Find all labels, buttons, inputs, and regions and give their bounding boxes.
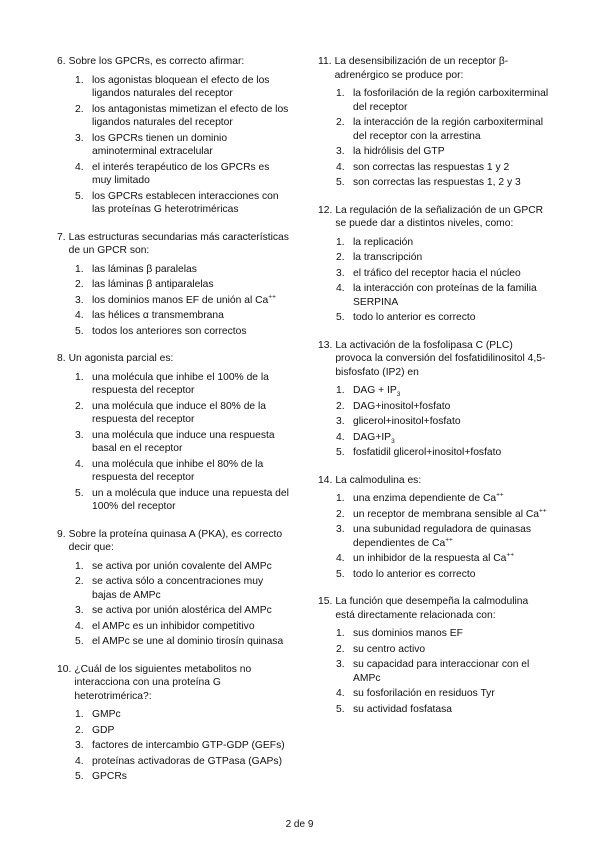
option-number: 1. [336, 628, 345, 639]
question-text: Sobre la proteína quinasa A (PKA), es correcto decir que: [68, 528, 283, 553]
option-number: 2. [336, 643, 345, 655]
option-number: 1. [75, 560, 84, 572]
option-text [353, 687, 550, 701]
option-text [92, 263, 289, 277]
option-label: el interés terapéutico de los GPCRs es muy limitado [92, 161, 270, 186]
answer-option [318, 523, 550, 550]
option-number: 3. [336, 524, 345, 535]
question-number: 9. [57, 528, 66, 540]
option-number: 3. [75, 429, 84, 441]
option-text [92, 103, 289, 130]
option-text [92, 325, 289, 339]
option-number: 5. [336, 703, 345, 715]
question-number: 14. [318, 474, 333, 486]
question-block [57, 231, 289, 339]
page-number: 2 de 9 [285, 819, 314, 830]
superscript: ++ [496, 491, 504, 499]
option-text [353, 492, 550, 506]
option-label: los antagonistas mimetizan el efecto de los ligandos naturales del receptor [92, 103, 289, 128]
option-text [92, 371, 289, 398]
question-title [57, 352, 289, 366]
option-label: todo lo anterior es correcto [353, 312, 476, 323]
option-text [353, 116, 550, 143]
question-block [57, 352, 289, 514]
option-label: el tráfico del receptor hacia el núcleo [353, 267, 521, 279]
option-text [353, 415, 550, 429]
option-label: DAG+inositol+fosfato [353, 400, 451, 412]
option-label: se activa por unión covalente del AMPc [92, 560, 272, 572]
question-title [318, 595, 550, 622]
option-number: 3. [75, 132, 84, 144]
option-label: las hélices α transmembrana [92, 310, 224, 321]
option-label: la interacción de la región carboxiterminal del receptor con la arrestina [353, 117, 544, 142]
answer-option [57, 560, 289, 574]
answer-option [57, 103, 289, 130]
answer-option [318, 311, 550, 325]
question-number: 15. [318, 596, 333, 607]
option-text [353, 384, 550, 398]
answer-option [318, 87, 550, 114]
option-text [92, 487, 289, 514]
answer-option [318, 400, 550, 414]
answer-option [57, 458, 289, 485]
question-block [318, 595, 550, 716]
question-text: Sobre los GPCRs, es correcto afirmar: [68, 56, 245, 67]
superscript: ++ [268, 293, 276, 301]
question-number: 8. [57, 353, 66, 364]
question-text: La desensibilización de un receptor β-adrenérgico se produce por: [334, 56, 509, 81]
answer-option [318, 658, 550, 685]
option-label: su actividad fosfatasa [353, 703, 453, 715]
question-block [318, 55, 550, 190]
option-text [353, 508, 550, 522]
option-text [92, 458, 289, 485]
question-text: Las estructuras secundarias más características de un GPCR son: [68, 231, 289, 256]
option-label: una molécula que inhibe el 100% de la respuesta del receptor [92, 371, 269, 396]
option-text [92, 755, 289, 769]
options-list [318, 87, 550, 190]
option-text [92, 294, 289, 308]
superscript: ++ [506, 551, 515, 559]
option-number: 3. [336, 659, 345, 670]
option-text [92, 620, 289, 634]
option-label: glicerol+inositol+fosfato [353, 416, 461, 427]
option-label: una molécula que inhibe el 80% de la respuesta del receptor [92, 458, 264, 483]
answer-option [57, 487, 289, 514]
answer-option [318, 446, 550, 460]
question-text: La función que desempeña la calmodulina está directamente relacionada con: [335, 596, 529, 621]
option-number: 4. [336, 283, 345, 294]
answer-option [57, 770, 289, 784]
answer-option [318, 145, 550, 159]
answer-option [57, 604, 289, 618]
option-number: 2. [336, 117, 345, 128]
answer-option [57, 575, 289, 602]
question-title [318, 339, 550, 380]
options-list [57, 263, 289, 339]
option-number: 1. [75, 371, 84, 383]
option-number: 1. [75, 74, 84, 86]
option-text [353, 282, 550, 309]
option-number: 4. [336, 688, 345, 699]
option-text [353, 87, 550, 114]
right-column [318, 55, 550, 730]
option-label: fosfatidil glicerol+inositol+fosfato [353, 447, 502, 458]
option-text [92, 604, 289, 618]
option-text [353, 523, 550, 550]
option-label: se activa por unión alostérica del AMPc [92, 605, 272, 616]
answer-option [57, 132, 289, 159]
option-number: 5. [75, 325, 84, 337]
option-text [353, 176, 550, 190]
option-number: 3. [75, 605, 84, 616]
option-label: una molécula que induce una respuesta basal en el receptor [92, 429, 275, 454]
option-label: su capacidad para interaccionar con el AMPc [353, 659, 530, 684]
question-title [57, 231, 289, 258]
option-text [353, 643, 550, 657]
option-text [353, 552, 550, 566]
option-number: 5. [75, 636, 84, 647]
option-number: 2. [75, 400, 84, 412]
option-text [92, 74, 289, 101]
answer-option [318, 508, 550, 522]
option-number: 2. [336, 508, 345, 520]
answer-option [57, 161, 289, 188]
option-number: 1. [336, 88, 345, 99]
question-title [318, 474, 550, 488]
option-label: DAG+IP [353, 431, 392, 443]
option-number: 1. [336, 385, 345, 396]
question-title [318, 204, 550, 231]
question-number: 12. [318, 204, 333, 216]
question-block [57, 663, 289, 784]
question-title [57, 528, 289, 555]
option-text [92, 560, 289, 574]
answer-option [57, 325, 289, 339]
options-list [57, 371, 289, 514]
option-label: son correctas las respuestas 1, 2 y 3 [353, 177, 521, 188]
options-list [318, 492, 550, 581]
option-label: la hidrólisis del GTP [353, 146, 445, 157]
answer-option [57, 371, 289, 398]
option-label: un a molécula que induce una repuesta del 100% del receptor [92, 487, 289, 512]
option-label: los GPCRs tienen un dominio aminoterminal extracelular [92, 132, 228, 157]
option-number: 5. [336, 177, 345, 188]
question-number: 7. [57, 231, 66, 243]
answer-option [57, 755, 289, 769]
options-list [57, 74, 289, 217]
answer-option [318, 552, 550, 566]
answer-option [318, 116, 550, 143]
option-text [92, 429, 289, 456]
option-label: una enzima dependiente de Ca [353, 493, 497, 504]
answer-option [318, 251, 550, 265]
question-text: La regulación de la señalización de un GPCR se puede dar a distintos niveles, como: [335, 204, 544, 229]
answer-option [57, 294, 289, 308]
option-label: GPCRs [92, 771, 127, 782]
option-text [353, 568, 550, 582]
option-text [92, 190, 289, 217]
question-block [318, 339, 550, 460]
option-text [92, 635, 289, 649]
option-label: su centro activo [353, 643, 426, 655]
question-number: 6. [57, 56, 66, 67]
option-number: 3. [75, 294, 84, 306]
answer-option [57, 620, 289, 634]
question-title [57, 55, 289, 69]
option-text [92, 309, 289, 323]
option-label: la interacción con proteínas de la familia SERPINA [353, 283, 537, 308]
option-text [353, 311, 550, 325]
option-text [92, 770, 289, 784]
question-title [57, 663, 289, 704]
option-label: los agonistas bloquean el efecto de los ligandos naturales del receptor [92, 74, 270, 99]
option-label: la fosforilación de la región carboxiterminal del receptor [353, 88, 549, 113]
option-label: factores de intercambio GTP-GDP (GEFs) [92, 740, 285, 751]
answer-option [57, 739, 289, 753]
options-list [318, 627, 550, 716]
option-text [353, 703, 550, 717]
option-label: una subunidad reguladora de quinasas dependientes de Ca [353, 524, 532, 549]
answer-option [318, 703, 550, 717]
option-label: la transcripción [353, 252, 423, 263]
option-number: 4. [75, 310, 84, 321]
option-label: todo lo anterior es correcto [353, 568, 476, 580]
answer-option [57, 263, 289, 277]
options-list [318, 236, 550, 325]
options-list [57, 708, 289, 784]
answer-option [57, 708, 289, 722]
option-label: se activa sólo a concentraciones muy bajas de AMPc [92, 576, 264, 601]
question-block [318, 474, 550, 582]
option-label: proteínas activadoras de GTPasa (GAPs) [92, 755, 283, 767]
option-label: todos los anteriores son correctos [92, 325, 247, 337]
option-text [353, 627, 550, 641]
option-number: 2. [75, 103, 84, 115]
option-number: 1. [336, 236, 345, 248]
option-number: 2. [75, 279, 84, 290]
subscript: 3 [391, 437, 395, 445]
answer-option [57, 724, 289, 738]
options-list [57, 560, 289, 649]
question-number: 13. [318, 339, 333, 351]
answer-option [318, 236, 550, 250]
answer-option [318, 415, 550, 429]
option-label: son correctas las respuestas 1 y 2 [353, 161, 510, 173]
option-text [92, 575, 289, 602]
answer-option [318, 687, 550, 701]
option-number: 4. [336, 161, 345, 173]
option-text [353, 431, 550, 445]
superscript: ++ [539, 507, 547, 515]
question-text: Un agonista parcial es: [68, 353, 174, 364]
option-text [92, 724, 289, 738]
answer-option [57, 635, 289, 649]
question-number: 10. [57, 663, 72, 675]
option-number: 3. [336, 267, 345, 279]
option-number: 2. [75, 724, 84, 736]
option-number: 3. [336, 146, 345, 157]
option-label: el AMPc se une al dominio tirosín quinasa [92, 636, 284, 647]
option-label: DAG + IP [353, 385, 397, 396]
answer-option [318, 282, 550, 309]
subscript: 3 [396, 391, 401, 399]
option-label: las láminas β antiparalelas [92, 279, 214, 290]
option-text [353, 400, 550, 414]
answer-option [318, 384, 550, 398]
option-text [92, 400, 289, 427]
option-text [353, 236, 550, 250]
option-number: 5. [336, 312, 345, 323]
question-block [318, 204, 550, 325]
option-number: 5. [336, 568, 345, 580]
answer-option [318, 643, 550, 657]
option-number: 4. [75, 620, 84, 632]
option-number: 4. [336, 431, 345, 443]
option-number: 5. [75, 487, 84, 499]
option-text [92, 708, 289, 722]
answer-option [318, 161, 550, 175]
option-text [353, 658, 550, 685]
option-label: GDP [92, 724, 115, 736]
option-label: sus dominios manos EF [353, 628, 463, 639]
option-number: 2. [75, 576, 84, 587]
option-text [353, 446, 550, 460]
option-text [92, 278, 289, 292]
option-label: un receptor de membrana sensible al Ca [353, 508, 540, 520]
option-number: 1. [75, 709, 84, 720]
answer-option [318, 568, 550, 582]
option-number: 1. [336, 493, 345, 504]
question-text: La activación de la fosfolipasa C (PLC) provoca la conversión del fosfatidilinositol 4,5-bisfosfato (IP2) en [335, 339, 546, 378]
option-number: 3. [75, 740, 84, 751]
option-label: los dominios manos EF de unión al Ca [92, 294, 269, 306]
option-label: un inhibidor de la respuesta al Ca [353, 553, 507, 564]
answer-option [57, 74, 289, 101]
option-number: 4. [75, 458, 84, 470]
answer-option [57, 400, 289, 427]
option-number: 5. [75, 771, 84, 782]
option-text [353, 267, 550, 281]
question-title [318, 55, 550, 82]
option-label: una molécula que induce el 80% de la respuesta del receptor [92, 400, 267, 425]
option-text [92, 132, 289, 159]
answer-option [57, 278, 289, 292]
option-text [353, 161, 550, 175]
option-number: 2. [336, 252, 345, 263]
answer-option [318, 176, 550, 190]
superscript: ++ [445, 536, 453, 544]
option-label: GMPc [92, 709, 121, 720]
option-number: 2. [336, 400, 345, 412]
option-label: los GPCRs establecen interacciones con las proteínas G heterotriméricas [92, 190, 279, 215]
answer-option [318, 492, 550, 506]
question-text: La calmodulina es: [335, 474, 422, 486]
option-number: 4. [75, 755, 84, 767]
options-list [318, 384, 550, 460]
option-number: 1. [75, 263, 84, 275]
option-label: las láminas β paralelas [92, 263, 197, 275]
answer-option [57, 190, 289, 217]
question-block [57, 55, 289, 217]
left-column [57, 55, 289, 798]
option-text [92, 739, 289, 753]
option-number: 4. [75, 161, 84, 173]
option-number: 5. [336, 447, 345, 458]
question-block [57, 528, 289, 649]
option-label: la replicación [353, 236, 414, 248]
option-label: su fosforilación en residuos Tyr [353, 688, 495, 699]
answer-option [318, 267, 550, 281]
option-number: 5. [75, 190, 84, 202]
option-text [353, 145, 550, 159]
answer-option [57, 309, 289, 323]
option-text [92, 161, 289, 188]
question-text: ¿Cuál de los siguientes metabolitos no interacciona con una proteína G heterotrimérica?: [74, 663, 252, 702]
question-number: 11. [318, 56, 332, 67]
answer-option [318, 627, 550, 641]
option-label: el AMPc es un inhibidor competitivo [92, 620, 255, 632]
option-number: 3. [336, 416, 345, 427]
answer-option [318, 431, 550, 445]
option-text [353, 251, 550, 265]
answer-option [57, 429, 289, 456]
option-number: 4. [336, 553, 345, 564]
